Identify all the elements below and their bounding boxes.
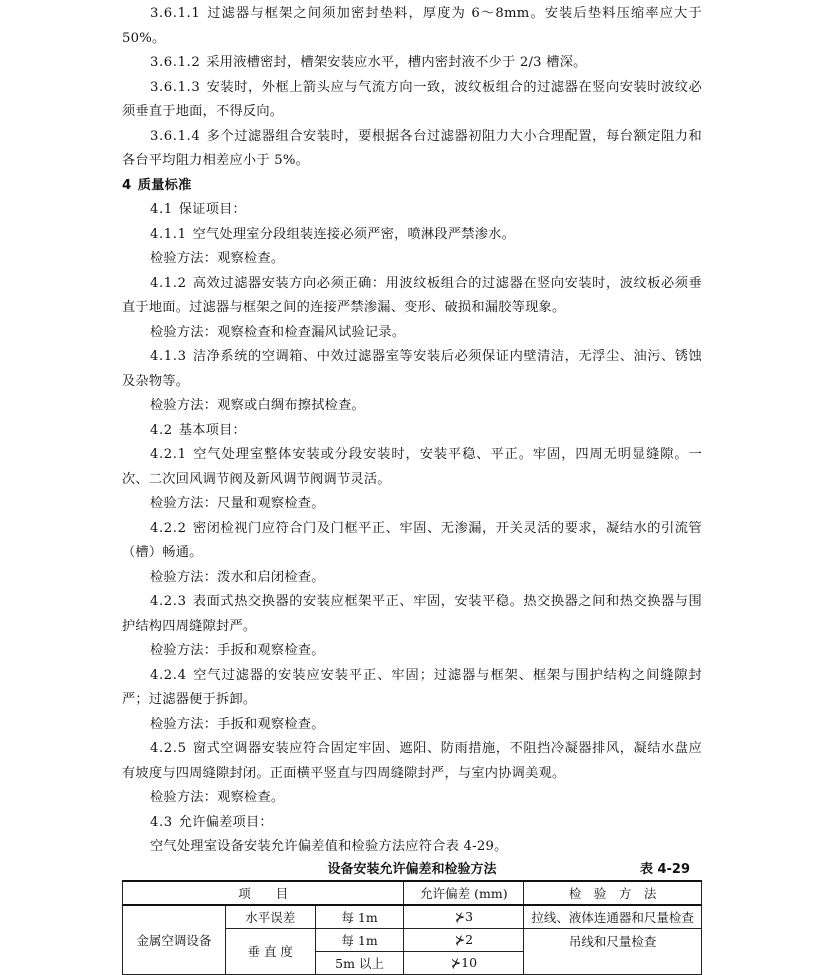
- method-text: 检验方法：观察或白绸布擦拭检查。: [150, 398, 365, 413]
- row-unit: 每 1m: [315, 905, 404, 929]
- clause-4-1: [122, 198, 702, 223]
- clause-text: 安装时，外框上箭头应与气流方向一致，波纹板组合的过滤器在竖向安装时波纹必须垂直于地面，不得反向。: [122, 79, 702, 119]
- method-text: 空气处理室设备安装允许偏差值和检验方法应符合表 4-29。: [150, 839, 508, 854]
- clause-number: 3.6.1.3: [150, 79, 201, 95]
- clause-4-1-2: [122, 272, 702, 321]
- clause-3-6-1-1: [122, 2, 702, 51]
- row-unit: 每 1m: [315, 928, 404, 951]
- header-tolerance: 允许偏差 (mm): [404, 881, 524, 905]
- row-item: 水平误差: [225, 905, 315, 929]
- clause-number: 4.3: [150, 814, 173, 830]
- clause-4-2-2: [122, 517, 702, 566]
- method-text: 检验方法：泼水和启闭检查。: [150, 569, 325, 585]
- group-label: 金属空调设备: [123, 905, 226, 975]
- inspection-method: [122, 566, 702, 591]
- row-value: ⊁10: [404, 951, 524, 974]
- row-method: 拉线、液体连通器和尺量检查: [524, 905, 702, 929]
- clause-3-6-1-4: [122, 125, 702, 174]
- clause-4-1-1: [122, 223, 702, 248]
- row-item: 垂 直 度: [225, 928, 315, 974]
- clause-text: 空气处理室整体安装或分段安装时，安装平稳、平正。牢固，四周无明显缝隙。一次、二次回风调节阀及新风调节阀调节灵活。: [122, 447, 702, 487]
- clause-text: 空气过滤器的安装应安装平正、牢固；过滤器与框架、框架与围护结构之间缝隙封严；过滤器便于拆卸。: [122, 667, 702, 707]
- clause-text: 多个过滤器组合安装时，要根据各台过滤器初阻力大小合理配置，每台额定阻力和各台平均阻力相差应小于 5%。: [122, 128, 702, 168]
- table-header-row: [123, 881, 702, 905]
- conformity-statement: [122, 835, 702, 860]
- section-number: 4: [122, 177, 132, 193]
- clause-text: 表面式热交换器的安装应框架平正、牢固，安装平稳。热交换器之间和热交换器与围护结构四周缝隙封严。: [122, 594, 702, 634]
- inspection-method: [122, 639, 702, 664]
- clause-number: 4.1.2: [150, 275, 187, 291]
- clause-number: 4.2.5: [150, 741, 187, 756]
- section-title: 质量标准: [137, 177, 192, 193]
- table-row: [123, 905, 702, 929]
- clause-number: 4.2: [150, 422, 173, 438]
- row-value: ⊁2: [404, 928, 524, 951]
- clause-number: 4.2.2: [150, 520, 187, 536]
- clause-text: 采用液槽密封，槽架安装应水平，槽内密封液不少于 2/3 槽深。: [206, 55, 587, 70]
- inspection-method: [122, 492, 702, 517]
- clause-4-2-1: [122, 443, 702, 492]
- clause-text: 窗式空调器安装应符合固定牢固、遮阳、防雨措施，不阻挡冷凝器排风，凝结水盘应有坡度与四周缝隙封闭。正面横平竖直与四周缝隙封严，与室内协调美观。: [122, 741, 702, 781]
- clause-4-2: [122, 419, 702, 444]
- method-text: 检验方法：观察检查和检查漏风试验记录。: [150, 324, 406, 340]
- clause-4-2-3: [122, 590, 702, 639]
- inspection-method: [122, 713, 702, 738]
- row-unit: 5m 以上: [315, 951, 404, 974]
- clause-4-1-3: [122, 345, 702, 394]
- clause-number: 4.2.1: [150, 447, 187, 462]
- clause-number: 4.2.4: [150, 667, 187, 683]
- clause-number: 3.6.1.2: [150, 55, 201, 70]
- section-heading-quality-standards: [122, 174, 702, 199]
- row-method: 吊线和尺量检查: [524, 928, 702, 974]
- clause-text: 密闭检视门应符合门及门框平正、牢固、无渗漏，开关灵活的要求，凝结水的引流管（槽）畅通。: [122, 520, 702, 560]
- clause-3-6-1-3: [122, 76, 702, 125]
- clause-3-6-1-2: [122, 51, 702, 76]
- clause-text: 允许偏差项目：: [178, 814, 273, 830]
- inspection-method: [122, 247, 702, 272]
- table-number: 表 4-29: [639, 861, 690, 877]
- clause-number: 4.2.3: [150, 594, 187, 609]
- method-text: 检验方法：手扳和观察检查。: [150, 643, 325, 658]
- inspection-method: [122, 786, 702, 811]
- row-value: ⊁3: [404, 905, 524, 929]
- table-title: 设备安装允许偏差和检验方法: [327, 861, 497, 877]
- method-text: 检验方法：观察检查。: [150, 251, 285, 266]
- clause-4-2-4: [122, 664, 702, 713]
- method-text: 检验方法：观察检查。: [150, 790, 285, 805]
- clause-text: 洁净系统的空调箱、中效过滤器室等安装后必须保证内壁清洁，无浮尘、油污、锈蚀及杂物等。: [122, 349, 702, 389]
- clause-4-3: [122, 811, 702, 836]
- deviation-table: [122, 880, 702, 975]
- clause-text: 基本项目：: [178, 422, 246, 438]
- header-item: 项 目: [123, 881, 404, 905]
- inspection-method: [122, 321, 702, 346]
- method-text: 检验方法：手扳和观察检查。: [150, 716, 325, 732]
- inspection-method: [122, 394, 702, 419]
- clause-4-2-5: [122, 737, 702, 786]
- clause-text: 空气处理室分段组装连接必须严密，喷淋段严禁渗水。: [192, 226, 516, 242]
- clause-number: 4.1.3: [150, 349, 187, 364]
- clause-number: 4.1.1: [150, 226, 187, 242]
- clause-number: 3.6.1.4: [150, 128, 201, 144]
- clause-text: 过滤器与框架之间须加密封垫料，厚度为 6～8mm。安装后垫料压缩率应大于 50%。: [122, 6, 702, 46]
- method-text: 检验方法：尺量和观察检查。: [150, 496, 325, 511]
- clause-text: 保证项目：: [178, 202, 246, 217]
- clause-number: 4.1: [150, 202, 173, 217]
- header-method: 检 验 方 法: [524, 881, 702, 905]
- clause-number: 3.6.1.1: [150, 6, 201, 21]
- clause-text: 高效过滤器安装方向必须正确：用波纹板组合的过滤器在竖向安装时，波纹板必须垂直于地面。过滤器与框架之间的连接严禁渗漏、变形、破损和漏胶等现象。: [122, 275, 702, 315]
